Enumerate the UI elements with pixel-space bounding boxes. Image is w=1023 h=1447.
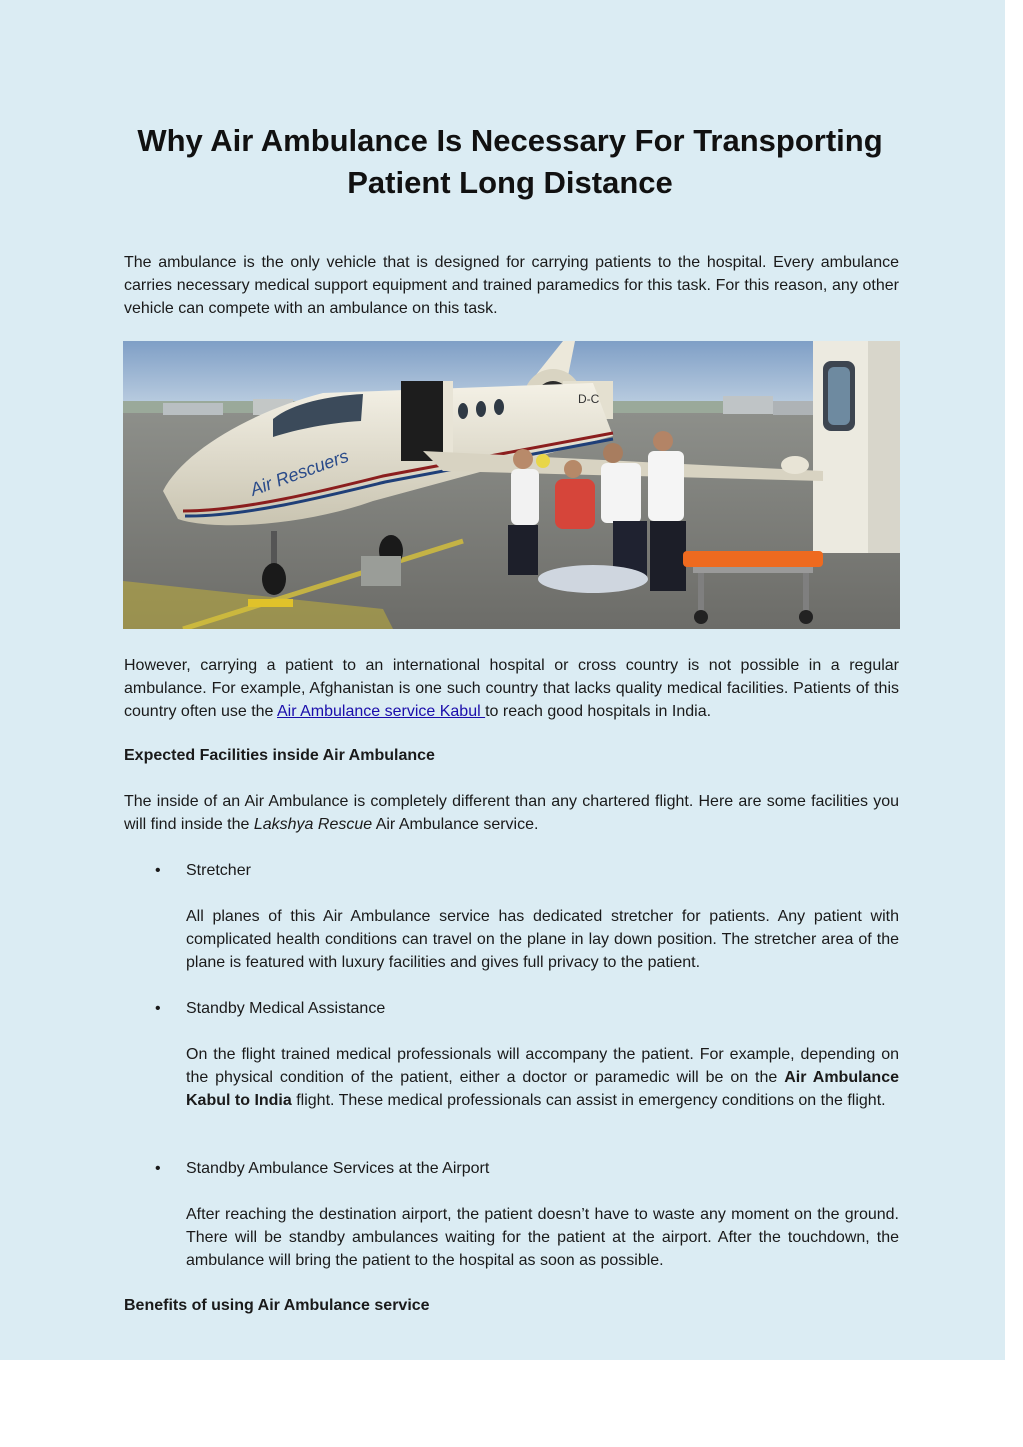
bold-phrase: Air Ambulance Kabul to India: [186, 1069, 900, 1109]
paragraph-text-before-link: However, carrying a patient to an international hospital or cross country is not possible in a regular ambulance. For example, Afghanistan is one such country that lacks quality medical facilities. Patients of this country often use the: [124, 657, 899, 720]
heading-expected-facilities: Expected Facilities inside Air Ambulance: [124, 747, 435, 764]
bullet-label: Stretcher: [186, 862, 251, 879]
bullet-label: Standby Medical Assistance: [186, 1000, 386, 1017]
plane-lettering: Air Rescuers: [247, 445, 352, 500]
description-text-end: flight. These medical professionals can assist in emergency conditions on the flight.: [291, 1092, 886, 1109]
heading-benefits: Benefits of using Air Ambulance service: [124, 1297, 430, 1314]
intro-paragraph: The ambulance is the only vehicle that is designed for carrying patients to the hospital. Every ambulance carries necessary medical support equipment and trained paramedics for this task. For this reason, any other vehicle can compete with an ambulance on this task.: [124, 254, 899, 317]
air-ambulance-photo: [123, 341, 900, 629]
description-text: On the flight trained medical professionals will accompany the patient. For example, depending on the physical condition of the patient, either a doctor or paramedic will be on the: [186, 1046, 899, 1086]
bullet-label: Standby Ambulance Services at the Airport: [186, 1160, 490, 1177]
paragraph-international: [124, 654, 899, 723]
bullet-item-airport-ambulance: [155, 1157, 489, 1180]
brand-name: Lakshya Rescue: [253, 816, 373, 833]
bullet-item-stretcher: [155, 859, 251, 882]
bullet-glyph: •: [155, 1160, 161, 1177]
bullet-description-stretcher: All planes of this Air Ambulance service has dedicated stretcher for patients. Any patient with complicated health conditions can travel on the plane in lay down position. The stretcher area of the plane is featured with luxury facilities and gives full privacy to the patient.: [186, 908, 899, 971]
bullet-item-medical-assistance: [155, 997, 385, 1020]
paragraph-text: The inside of an Air Ambulance is completely different than any chartered flight. Here are some facilities you will find inside the: [124, 793, 899, 833]
plane-tail-code: D-C: [578, 392, 600, 406]
bullet-glyph: •: [155, 1000, 161, 1017]
bullet-glyph: •: [155, 862, 161, 879]
page-title: Why Air Ambulance Is Necessary For Transporting Patient Long Distance: [137, 123, 883, 200]
paragraph-inside-air-ambulance: [124, 790, 899, 836]
bullet-description-medical-assistance: [186, 1043, 899, 1112]
bullet-description-airport-ambulance: After reaching the destination airport, the patient doesn’t have to waste any moment on the ground. There will be standby ambulances waiting for the patient at the airport. After the touchdown, the ambulance will bring the patient to the hospital as soon as possible.: [186, 1206, 899, 1269]
paragraph-text-end: Air Ambulance service.: [372, 816, 539, 833]
paragraph-text-after-link: to reach good hospitals in India.: [485, 703, 712, 720]
air-ambulance-kabul-link[interactable]: Air Ambulance service Kabul: [277, 703, 486, 720]
